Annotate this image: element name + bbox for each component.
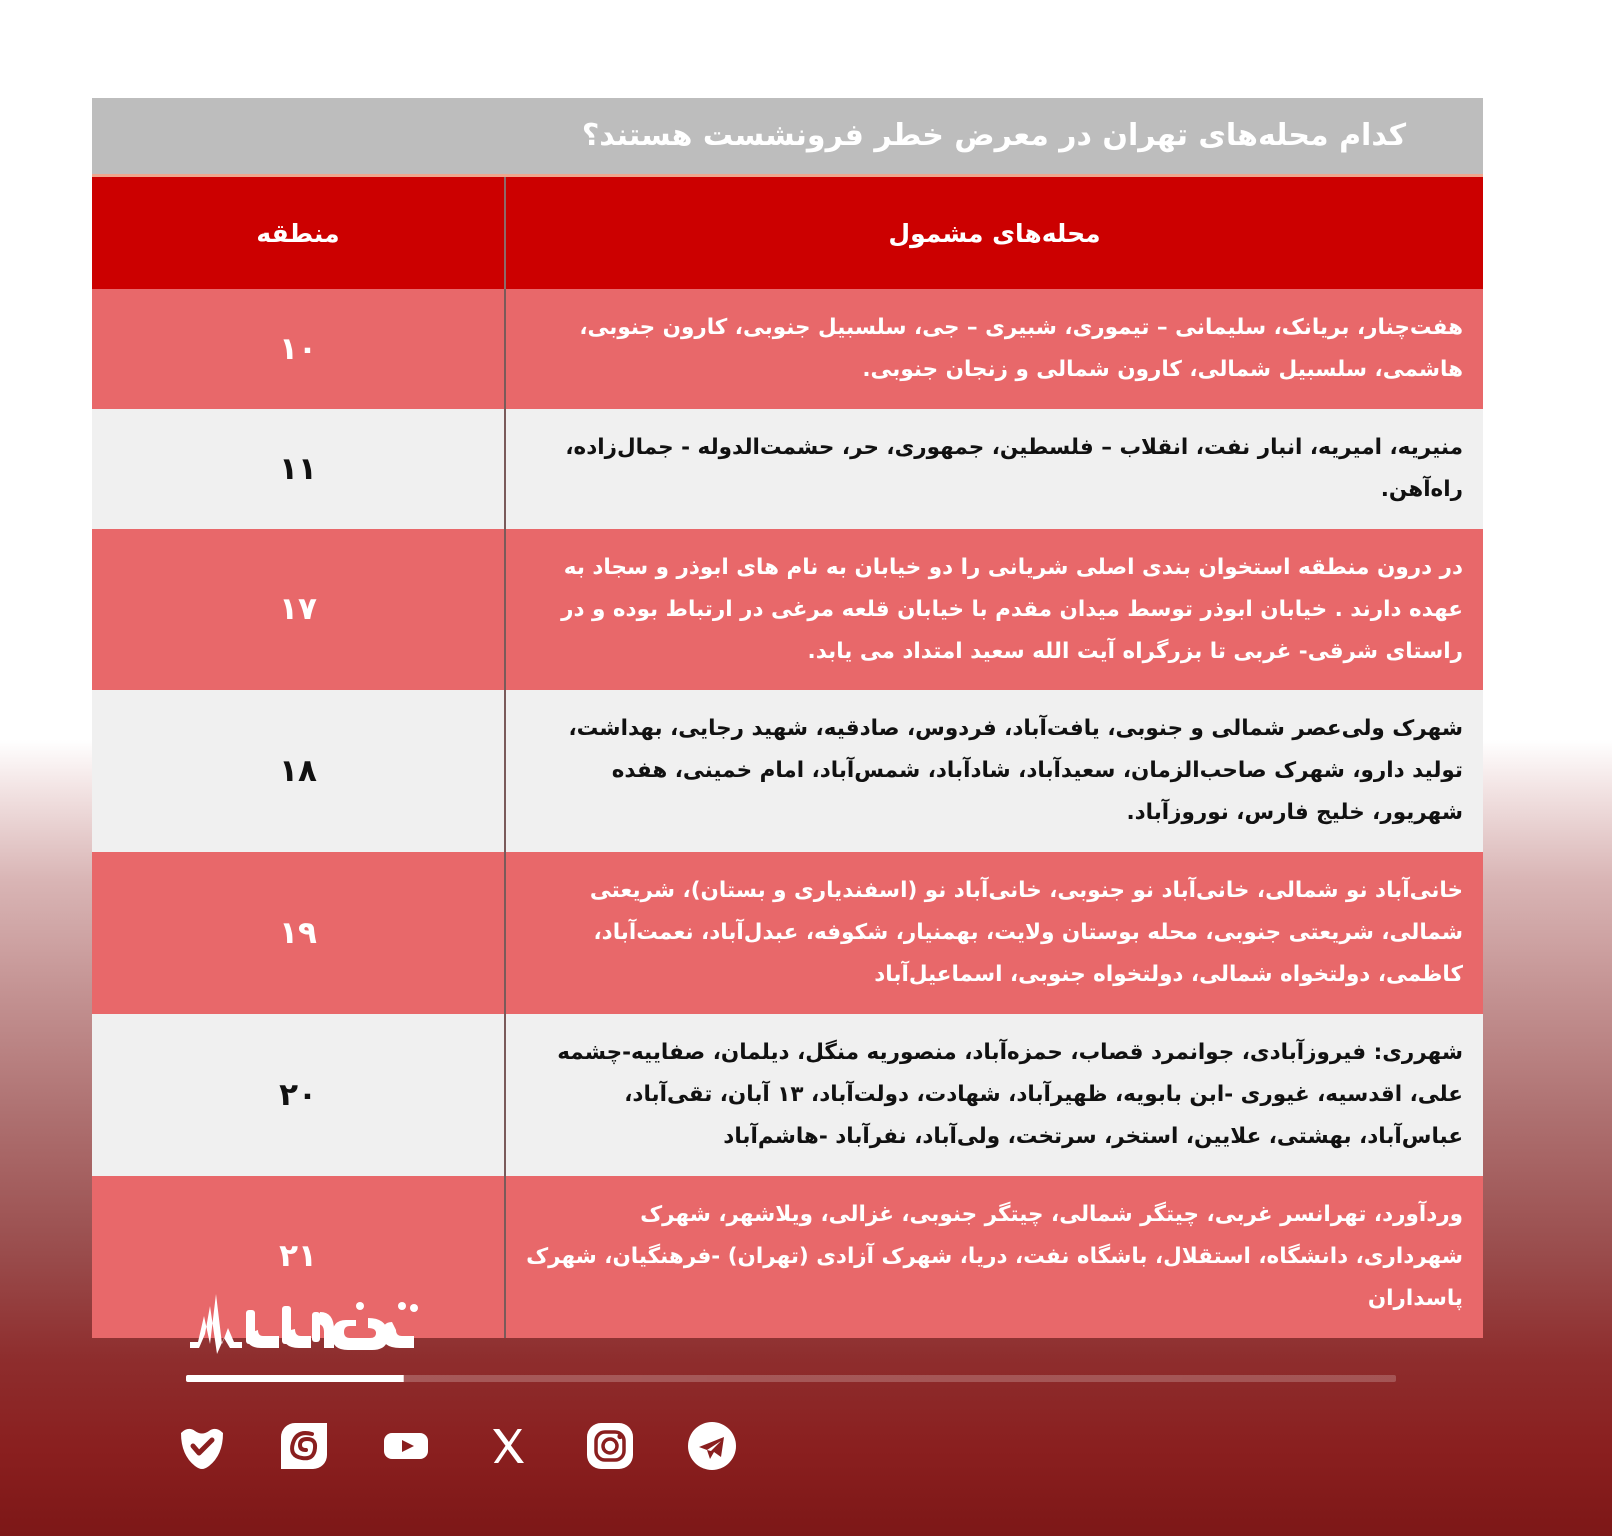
cell-region: ۱۷: [92, 529, 505, 691]
table-row: [92, 852, 1483, 1014]
cell-region: ۱۱: [92, 409, 505, 529]
brand-logo: [186, 1282, 436, 1360]
column-header-region: منطقه: [92, 176, 505, 290]
column-header-neighborhoods: محله‌های مشمول: [505, 176, 1483, 290]
title-bar-filler: [92, 98, 505, 176]
cell-region: ۲۱: [92, 1176, 505, 1338]
table-row: [92, 529, 1483, 691]
social-links[interactable]: [176, 1420, 738, 1472]
cell-region: ۱۹: [92, 852, 505, 1014]
footer: [0, 1250, 1612, 1536]
table-row: [92, 690, 1483, 852]
cell-neighborhoods: شهرری: فیروزآبادی، جوانمرد قصاب، حمزه‌آباد، منصوریه منگل، دیلمان، صفاییه-چشمه علی، اقدسیه، غیوری -ابن بابویه، ظهیرآباد، شهادت، دولت‌آباد، ۱۳ آبان، تقی‌آباد، عباس‌آباد، بهشتی، علایین، استخر، سرتخت، ولی‌آباد، نفرآباد -هاشم‌آباد: [505, 1014, 1483, 1176]
x-twitter-icon[interactable]: [482, 1420, 534, 1472]
telegram-icon[interactable]: [686, 1420, 738, 1472]
eitaa-icon[interactable]: [278, 1420, 330, 1472]
cell-region: ۱۰: [92, 289, 505, 409]
cell-region: ۲۰: [92, 1014, 505, 1176]
table-row: [92, 1014, 1483, 1176]
table-row: [92, 409, 1483, 529]
cell-region: ۱۸: [92, 690, 505, 852]
table-header-row: [92, 176, 1483, 290]
table-row: [92, 289, 1483, 409]
page-title: کدام محله‌های تهران در معرض خطر فرونشست هستند؟: [581, 118, 1407, 153]
cell-neighborhoods: در درون منطقه استخوان بندی اصلی شریانی را دو خیابان به نام های ابوذر و سجاد به عهده دارند . خیابان ابوذر توسط میدان مقدم با خیابان قلعه مرغی در ارتباط بوده و در راستای شرقی- غربی تا بزرگراه آیت الله سعید امتداد می یابد.: [505, 529, 1483, 691]
subsidence-risk-table: [92, 98, 1483, 1338]
page-title-cell: [505, 98, 1483, 176]
cell-neighborhoods: شهرک ولی‌عصر شمالی و جنوبی، یافت‌آباد، فردوس، صادقیه، شهید رجایی، بهداشت، تولید دارو، شهرک صاحب‌الزمان، سعیدآباد، شادآباد، شمس‌آباد، امام خمینی، هفده شهریور، خلیج فارس، نوروزآباد.: [505, 690, 1483, 852]
bale-icon[interactable]: [176, 1420, 228, 1472]
instagram-icon[interactable]: [584, 1420, 636, 1472]
table-title-row: [92, 98, 1483, 176]
brand-divider: [186, 1375, 1396, 1382]
cell-neighborhoods: خانی‌آباد نو شمالی، خانی‌آباد نو جنوبی، خانی‌آباد نو (اسفندیاری و بستان)، شریعتی شمالی، شریعتی جنوبی، محله بوستان ولایت، بهمنیار، شکوفه، عبدل‌آباد، نعمت‌آباد، کاظمی، دولتخواه شمالی، دولتخواه جنوبی، اسماعیل‌آباد: [505, 852, 1483, 1014]
cell-neighborhoods: منیریه، امیریه، انبار نفت، انقلاب – فلسطین، جمهوری، حر، حشمت‌الدوله - جمال‌زاده، راه‌آهن.: [505, 409, 1483, 529]
cell-neighborhoods: وردآورد، تهرانسر غربی، چیتگر شمالی، چیتگر جنوبی، غزالی، ویلاشهر، شهرک شهرداری، دانشگاه، استقلال، باشگاه نفت، دریا، شهرک آزادی (تهران) -فرهنگیان، شهرک پاسداران: [505, 1176, 1483, 1338]
cell-neighborhoods: هفت‌چنار، بریانک، سلیمانی – تیموری، شبیری – جی، سلسبیل جنوبی، کارون جنوبی، هاشمی، سلسبیل شمالی، کارون شمالی و زنجان جنوبی.: [505, 289, 1483, 409]
youtube-icon[interactable]: [380, 1420, 432, 1472]
